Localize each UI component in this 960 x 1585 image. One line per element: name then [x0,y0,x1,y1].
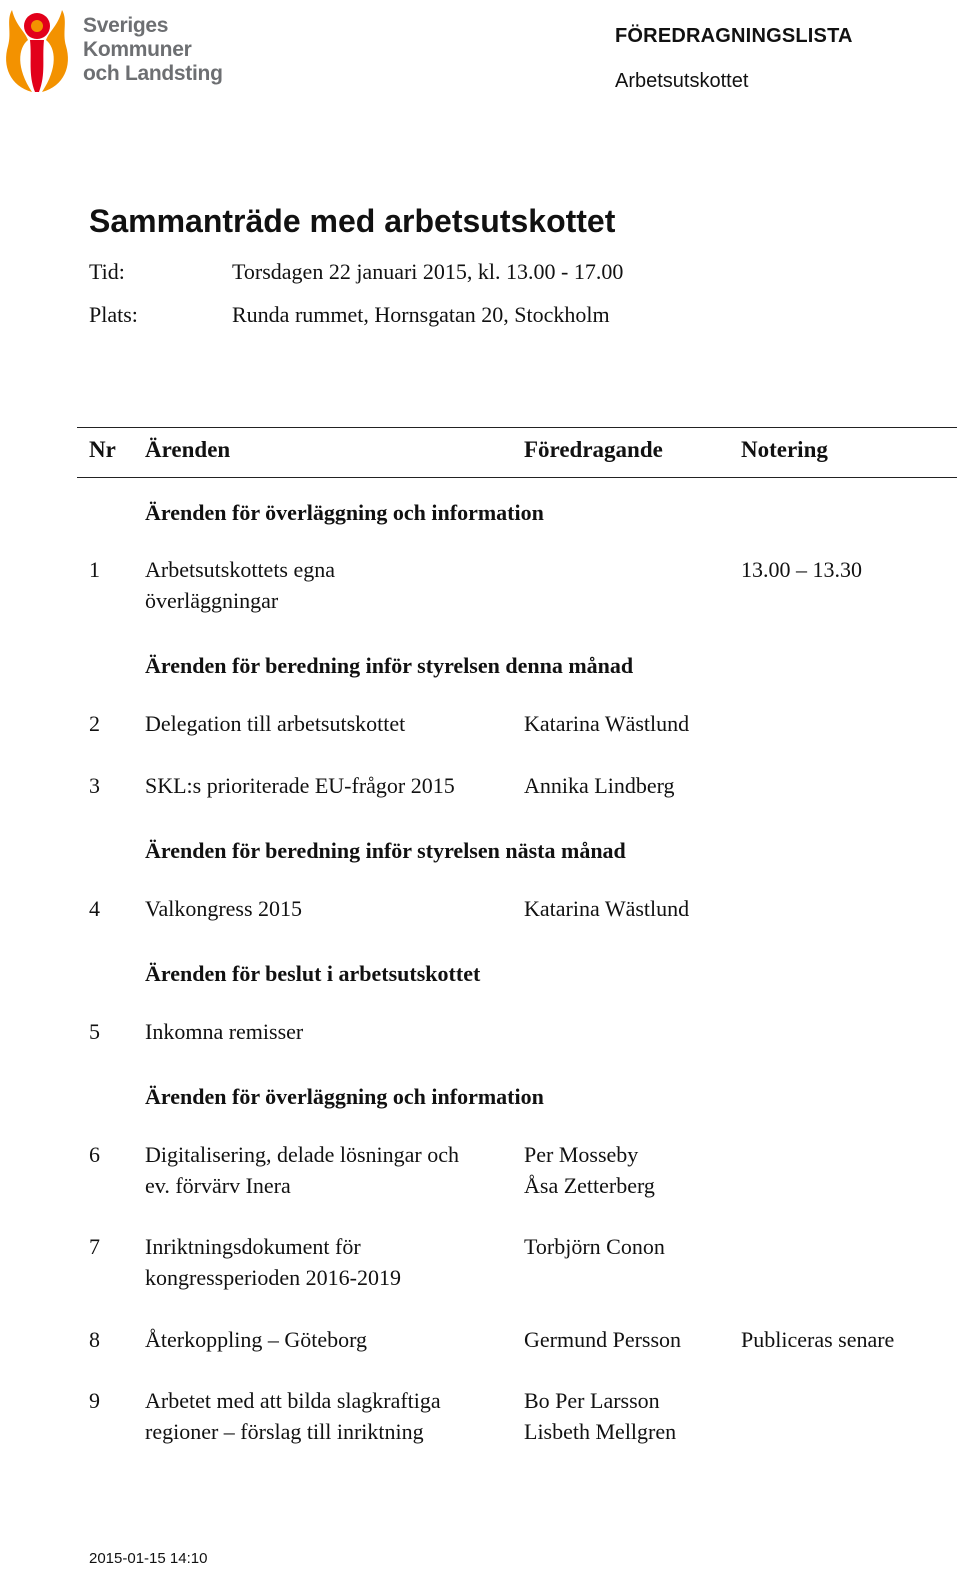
item-matter-line: Arbetsutskottets egna [145,557,336,582]
logo-line: och Landsting [83,62,223,85]
section-heading: Ärenden för överläggning och information [145,500,544,525]
item-note: Publiceras senare [741,1327,895,1352]
item-presenter [524,1385,676,1447]
place-label: Plats: [89,302,138,327]
item-number: 4 [89,896,100,921]
item-matter: Återkoppling – Göteborg [145,1327,368,1352]
column-header-matters: Ärenden [145,437,231,462]
item-presenter [524,1139,655,1201]
item-matter: SKL:s prioriterade EU-frågor 2015 [145,773,455,798]
item-matter [145,1231,401,1293]
item-number: 2 [89,711,100,736]
item-matter: Valkongress 2015 [145,896,303,921]
item-presenter-line: Åsa Zetterberg [524,1173,655,1198]
column-header-nr: Nr [89,437,116,462]
column-header-presenter: Föredragande [524,437,663,462]
place-value: Runda rummet, Hornsgatan 20, Stockholm [232,302,610,327]
item-number: 6 [89,1142,100,1167]
document-unit: Arbetsutskottet [615,70,749,92]
item-presenter-line: Bo Per Larsson [524,1388,660,1413]
item-number: 3 [89,773,100,798]
item-presenter-line: Per Mosseby [524,1142,639,1167]
footer-timestamp: 2015-01-15 14:10 [89,1550,208,1567]
item-number: 9 [89,1388,100,1413]
column-header-note: Notering [741,437,828,462]
section-heading: Ärenden för beslut i arbetsutskottet [145,961,481,986]
item-matter: Delegation till arbetsutskottet [145,711,406,736]
time-value: Torsdagen 22 januari 2015, kl. 13.00 - 17.00 [232,259,624,284]
item-matter-line: ev. förvärv Inera [145,1173,291,1198]
item-presenter: Katarina Wästlund [524,896,690,921]
logo-line: Sveriges [83,14,169,37]
item-number: 5 [89,1019,100,1044]
item-presenter: Katarina Wästlund [524,711,690,736]
item-number: 8 [89,1327,100,1352]
item-presenter-line: Lisbeth Mellgren [524,1419,677,1444]
item-matter [145,1385,441,1447]
item-matter [145,554,335,616]
item-matter-line: kongressperioden 2016-2019 [145,1265,402,1290]
section-heading: Ärenden för beredning inför styrelsen denna månad [145,653,634,678]
time-label: Tid: [89,259,125,284]
item-matter [145,1139,459,1201]
document-type: FÖREDRAGNINGSLISTA [615,25,853,47]
item-matter-line: regioner – förslag till inriktning [145,1419,424,1444]
section-heading: Ärenden för beredning inför styrelsen nästa månad [145,838,626,863]
item-matter-line: överläggningar [145,588,279,613]
skl-logo-icon [2,4,72,96]
item-presenter: Torbjörn Conon [524,1234,665,1259]
logo-wordmark [83,14,223,86]
item-matter-line: Inriktningsdokument för [145,1234,361,1259]
item-presenter: Annika Lindberg [524,773,675,798]
section-heading: Ärenden för överläggning och information [145,1084,544,1109]
page-title: Sammanträde med arbetsutskottet [89,203,616,239]
item-note: 13.00 – 13.30 [741,557,862,582]
item-matter: Inkomna remisser [145,1019,304,1044]
item-matter-line: Digitalisering, delade lösningar och [145,1142,460,1167]
item-number: 7 [89,1234,100,1259]
table-top-rule [77,427,957,428]
table-header-rule [77,477,957,478]
item-presenter: Germund Persson [524,1327,682,1352]
logo-line: Kommuner [83,38,192,61]
item-matter-line: Arbetet med att bilda slagkraftiga [145,1388,441,1413]
item-number: 1 [89,557,100,582]
